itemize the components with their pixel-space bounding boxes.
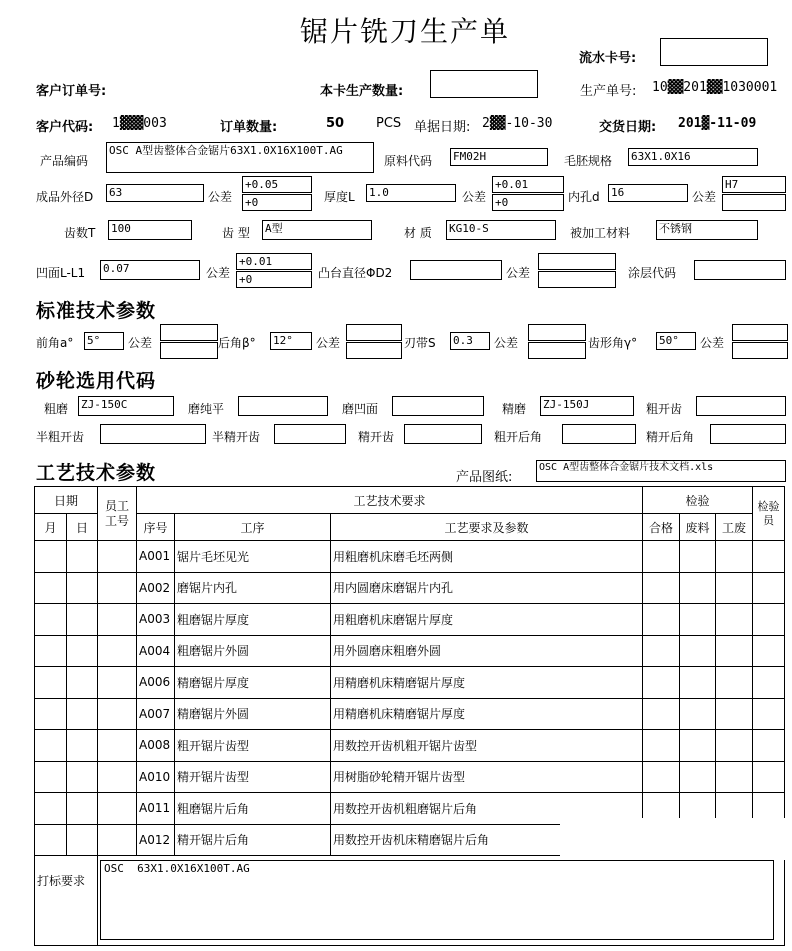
worker-cell[interactable]	[98, 824, 137, 856]
worker-cell[interactable]	[98, 572, 137, 604]
rake-tol-upper[interactable]	[160, 324, 218, 341]
worker-cell[interactable]	[98, 667, 137, 699]
step-cell: 精磨锯片外圆	[175, 698, 331, 730]
worker-cell[interactable]	[98, 761, 137, 793]
inspector-cell[interactable]	[753, 541, 785, 573]
param-cell: 用粗磨机床磨锯片厚度	[331, 604, 643, 636]
header-tech-req: 工艺技术要求	[137, 487, 643, 514]
material-label: 材 质	[404, 226, 432, 240]
tooth-angle-field[interactable]: 50°	[656, 332, 696, 350]
worker-cell[interactable]	[98, 541, 137, 573]
clearance-field[interactable]: 12°	[270, 332, 312, 350]
header-pass: 合格	[643, 514, 680, 541]
thickness-tol-label: 公差	[462, 190, 487, 204]
day-cell[interactable]	[67, 793, 98, 825]
header-seq: 序号	[137, 514, 175, 541]
header-month: 月	[35, 514, 67, 541]
inspector-cell[interactable]	[753, 667, 785, 699]
scrap-work-cell[interactable]	[716, 730, 753, 762]
pass-cell[interactable]	[643, 541, 680, 573]
inspector-cell[interactable]	[753, 635, 785, 667]
recess-tol-label: 公差	[206, 266, 231, 280]
page-title: 锯片铣刀生产单	[300, 15, 511, 48]
step-cell: 粗开锯片齿型	[175, 730, 331, 762]
recess-grind-field[interactable]	[392, 396, 484, 416]
scrap-material-cell[interactable]	[680, 667, 716, 699]
param-cell: 用数控开齿机床精磨锯片后角	[331, 824, 643, 856]
scrap-work-cell[interactable]	[716, 572, 753, 604]
month-cell[interactable]	[35, 604, 67, 636]
pass-cell[interactable]	[643, 761, 680, 793]
delivery-date-label: 交货日期:	[599, 120, 657, 135]
teeth-label: 齿数T	[64, 226, 96, 240]
header-inspection: 检验	[643, 487, 753, 514]
day-cell[interactable]	[67, 572, 98, 604]
worker-cell[interactable]	[98, 730, 137, 762]
seq-cell: A004	[137, 635, 175, 667]
scrap-material-cell[interactable]	[680, 698, 716, 730]
rough-grind-label: 粗磨	[44, 402, 69, 416]
fine-open-field[interactable]	[404, 424, 482, 444]
header-step: 工序	[175, 514, 331, 541]
work-material-field[interactable]: 不锈钢	[656, 220, 758, 240]
rough-grind-field[interactable]: ZJ-150C	[78, 396, 174, 416]
fine-back-label: 精开后角	[646, 430, 695, 444]
bore-label: 内孔d	[568, 190, 600, 204]
product-code-label: 产品编码	[40, 154, 89, 168]
scrap-material-cell[interactable]	[680, 730, 716, 762]
worker-cell[interactable]	[98, 698, 137, 730]
customer-order-label: 客户订单号:	[36, 84, 107, 99]
pure-flat-field[interactable]	[238, 396, 328, 416]
semi-fine-label: 半精开齿	[212, 430, 261, 444]
header-inspector: 检验员	[753, 487, 785, 541]
rake-field[interactable]: 5°	[84, 332, 124, 350]
pass-cell[interactable]	[643, 667, 680, 699]
scrap-work-cell[interactable]	[716, 761, 753, 793]
worker-cell[interactable]	[98, 604, 137, 636]
land-tol-lower[interactable]	[528, 342, 586, 359]
param-cell: 用精磨机床精磨锯片厚度	[331, 698, 643, 730]
scrap-material-cell[interactable]	[680, 572, 716, 604]
month-cell[interactable]	[35, 698, 67, 730]
header-scrap-material: 废料	[680, 514, 716, 541]
bore-tol-label: 公差	[692, 190, 717, 204]
seq-cell: A012	[137, 824, 175, 856]
raw-code-label: 原料代码	[384, 154, 433, 168]
std-params-title: 标准技术参数	[36, 300, 157, 322]
day-cell[interactable]	[67, 761, 98, 793]
clearance-label: 后角β°	[218, 336, 256, 350]
prod-order-value: 10▓▓201▓▓1030001	[652, 80, 778, 95]
param-cell: 用树脂砂轮精开锯片齿型	[331, 761, 643, 793]
outer-d-tol-lower[interactable]: +0	[242, 194, 312, 211]
scrap-work-cell[interactable]	[716, 635, 753, 667]
pass-cell[interactable]	[643, 572, 680, 604]
step-cell: 精磨锯片厚度	[175, 667, 331, 699]
product-code-field[interactable]: OSC A型齿整体合金锯片63X1.0X16X100T.AG	[106, 142, 374, 173]
tooth-angle-tol-upper[interactable]	[732, 324, 788, 341]
seq-cell: A001	[137, 541, 175, 573]
tooth-angle-label: 齿形角γ°	[588, 336, 638, 350]
overlay-blank	[560, 818, 792, 860]
seq-cell: A011	[137, 793, 175, 825]
work-material-label: 被加工材料	[570, 226, 631, 240]
table-row	[35, 667, 785, 699]
fine-grind-label: 精磨	[502, 402, 527, 416]
header-day: 日	[67, 514, 98, 541]
pass-cell[interactable]	[643, 698, 680, 730]
fine-grind-field[interactable]: ZJ-150J	[540, 396, 634, 416]
bore-tol-lower[interactable]	[722, 194, 786, 211]
outer-d-tol-label: 公差	[208, 190, 233, 204]
month-cell[interactable]	[35, 572, 67, 604]
seq-cell: A008	[137, 730, 175, 762]
outer-d-tol-upper[interactable]: +0.05	[242, 176, 312, 193]
pure-flat-label: 磨纯平	[188, 402, 225, 416]
month-cell[interactable]	[35, 667, 67, 699]
fine-open-label: 精开齿	[358, 430, 395, 444]
table-row	[35, 635, 785, 667]
clearance-tol-upper[interactable]	[346, 324, 402, 341]
tooth-type-field[interactable]: A型	[262, 220, 372, 240]
semi-rough-field[interactable]	[100, 424, 206, 444]
scrap-material-cell[interactable]	[680, 604, 716, 636]
header-scrap-work: 工废	[716, 514, 753, 541]
worker-cell[interactable]	[98, 793, 137, 825]
rake-label: 前角a°	[36, 336, 74, 350]
seq-cell: A010	[137, 761, 175, 793]
boss-label: 凸台直径ΦD2	[318, 266, 393, 280]
doc-date-label: 单据日期:	[414, 120, 471, 135]
serial-field[interactable]	[660, 38, 768, 66]
step-cell: 精开锯片齿型	[175, 761, 331, 793]
recess-label: 凹面L-L1	[36, 266, 86, 280]
thickness-tol-lower[interactable]: +0	[492, 194, 564, 211]
pass-cell[interactable]	[643, 730, 680, 762]
coating-label: 涂层代码	[628, 266, 677, 280]
step-cell: 粗磨锯片后角	[175, 793, 331, 825]
header-params: 工艺要求及参数	[331, 514, 643, 541]
day-cell[interactable]	[67, 667, 98, 699]
customer-code-value: 1▓▓▓003	[112, 116, 167, 131]
seq-cell: A007	[137, 698, 175, 730]
scrap-material-cell[interactable]	[680, 761, 716, 793]
drawing-label: 产品图纸:	[456, 470, 513, 485]
bore-field[interactable]: 16	[608, 184, 688, 202]
day-cell[interactable]	[67, 541, 98, 573]
table-row	[35, 761, 785, 793]
rough-open-field[interactable]	[696, 396, 786, 416]
day-cell[interactable]	[67, 730, 98, 762]
seq-cell: A003	[137, 604, 175, 636]
outer-d-label: 成品外径D	[36, 190, 94, 204]
raw-code-field[interactable]: FM02H	[450, 148, 548, 166]
table-row	[35, 698, 785, 730]
prod-order-label: 生产单号:	[580, 84, 637, 99]
tooth-type-label: 齿 型	[222, 226, 250, 240]
pass-cell[interactable]	[643, 604, 680, 636]
semi-rough-label: 半粗开齿	[36, 430, 85, 444]
boss-tol-lower[interactable]	[538, 271, 616, 288]
order-qty-label: 订单数量:	[220, 120, 278, 135]
tooth-angle-tol-lower[interactable]	[732, 342, 788, 359]
wheel-title: 砂轮选用代码	[36, 370, 157, 392]
qty-field[interactable]	[430, 70, 538, 98]
scrap-material-cell[interactable]	[680, 541, 716, 573]
process-table	[34, 486, 785, 946]
land-tol-label: 公差	[494, 336, 519, 350]
table-row	[35, 541, 785, 573]
scrap-work-cell[interactable]	[716, 667, 753, 699]
order-unit: PCS	[376, 116, 402, 131]
qty-label: 本卡生产数量:	[320, 84, 404, 99]
recess-field[interactable]: 0.07	[100, 260, 200, 280]
param-cell: 用内圆磨床磨锯片内孔	[331, 572, 643, 604]
scrap-work-cell[interactable]	[716, 698, 753, 730]
param-cell: 用数控开齿机粗磨锯片后角	[331, 793, 643, 825]
drawing-field[interactable]: OSC A型齿整体合金锯片技术文档.xls	[536, 460, 786, 482]
marking-label: 打标要求	[35, 856, 98, 946]
fine-back-field[interactable]	[710, 424, 786, 444]
day-cell[interactable]	[67, 635, 98, 667]
land-field[interactable]: 0.3	[450, 332, 490, 350]
boss-field[interactable]	[410, 260, 502, 280]
thickness-field[interactable]: 1.0	[366, 184, 456, 202]
inspector-cell[interactable]	[753, 572, 785, 604]
recess-tol-lower[interactable]: +0	[236, 271, 312, 288]
month-cell[interactable]	[35, 541, 67, 573]
header-worker: 员工工号	[98, 487, 137, 541]
order-qty-value: 50	[326, 116, 345, 131]
param-cell: 用外圆磨床粗磨外圆	[331, 635, 643, 667]
process-title: 工艺技术参数	[36, 462, 157, 484]
month-cell[interactable]	[35, 761, 67, 793]
tooth-angle-tol-label: 公差	[700, 336, 725, 350]
delivery-date-value: 201▓-11-09	[678, 116, 757, 131]
land-tol-upper[interactable]	[528, 324, 586, 341]
month-cell[interactable]	[35, 730, 67, 762]
inspector-cell[interactable]	[753, 761, 785, 793]
blank-spec-field[interactable]: 63X1.0X16	[628, 148, 758, 166]
month-cell[interactable]	[35, 793, 67, 825]
serial-label: 流水卡号:	[579, 51, 637, 66]
rough-open-label: 粗开齿	[646, 402, 683, 416]
rake-tol-lower[interactable]	[160, 342, 218, 359]
pass-cell[interactable]	[643, 635, 680, 667]
seq-cell: A006	[137, 667, 175, 699]
material-field[interactable]: KG10-S	[446, 220, 556, 240]
thickness-label: 厚度L	[324, 190, 355, 204]
table-row	[35, 572, 785, 604]
land-label: 刃带S	[404, 336, 436, 350]
thickness-tol-upper[interactable]: +0.01	[492, 176, 564, 193]
clearance-tol-label: 公差	[316, 336, 341, 350]
table-row	[35, 604, 785, 636]
day-cell[interactable]	[67, 604, 98, 636]
inspector-cell[interactable]	[753, 698, 785, 730]
scrap-material-cell[interactable]	[680, 635, 716, 667]
step-cell: 粗磨锯片厚度	[175, 604, 331, 636]
teeth-field[interactable]: 100	[108, 220, 192, 240]
day-cell[interactable]	[67, 824, 98, 856]
table-row	[35, 730, 785, 762]
clearance-tol-lower[interactable]	[346, 342, 402, 359]
day-cell[interactable]	[67, 698, 98, 730]
scrap-work-cell[interactable]	[716, 604, 753, 636]
param-cell: 用数控开齿机粗开锯片齿型	[331, 730, 643, 762]
month-cell[interactable]	[35, 635, 67, 667]
param-cell: 用粗磨机床磨毛坯两侧	[331, 541, 643, 573]
step-cell: 磨锯片内孔	[175, 572, 331, 604]
recess-grind-label: 磨凹面	[342, 402, 379, 416]
rough-back-label: 粗开后角	[494, 430, 543, 444]
marking-field[interactable]: OSC 63X1.0X16X100T.AG	[100, 860, 774, 940]
header-date: 日期	[35, 487, 98, 514]
doc-date-value: 2▓▓-10-30	[482, 116, 553, 131]
coating-field[interactable]	[694, 260, 786, 280]
bore-tol-upper[interactable]: H7	[722, 176, 786, 193]
step-cell: 精开锯片后角	[175, 824, 331, 856]
blank-spec-label: 毛胚规格	[564, 154, 613, 168]
semi-fine-field[interactable]	[274, 424, 346, 444]
param-cell: 用精磨机床精磨锯片厚度	[331, 667, 643, 699]
seq-cell: A002	[137, 572, 175, 604]
step-cell: 锯片毛坯见光	[175, 541, 331, 573]
worker-cell[interactable]	[98, 635, 137, 667]
inspector-cell[interactable]	[753, 730, 785, 762]
rough-back-field[interactable]	[562, 424, 636, 444]
month-cell[interactable]	[35, 824, 67, 856]
inspector-cell[interactable]	[753, 604, 785, 636]
rake-tol-label: 公差	[128, 336, 153, 350]
step-cell: 粗磨锯片外圆	[175, 635, 331, 667]
outer-d-field[interactable]: 63	[106, 184, 204, 202]
boss-tol-label: 公差	[506, 266, 531, 280]
recess-tol-upper[interactable]: +0.01	[236, 253, 312, 270]
boss-tol-upper[interactable]	[538, 253, 616, 270]
customer-code-label: 客户代码:	[36, 120, 94, 135]
scrap-work-cell[interactable]	[716, 541, 753, 573]
